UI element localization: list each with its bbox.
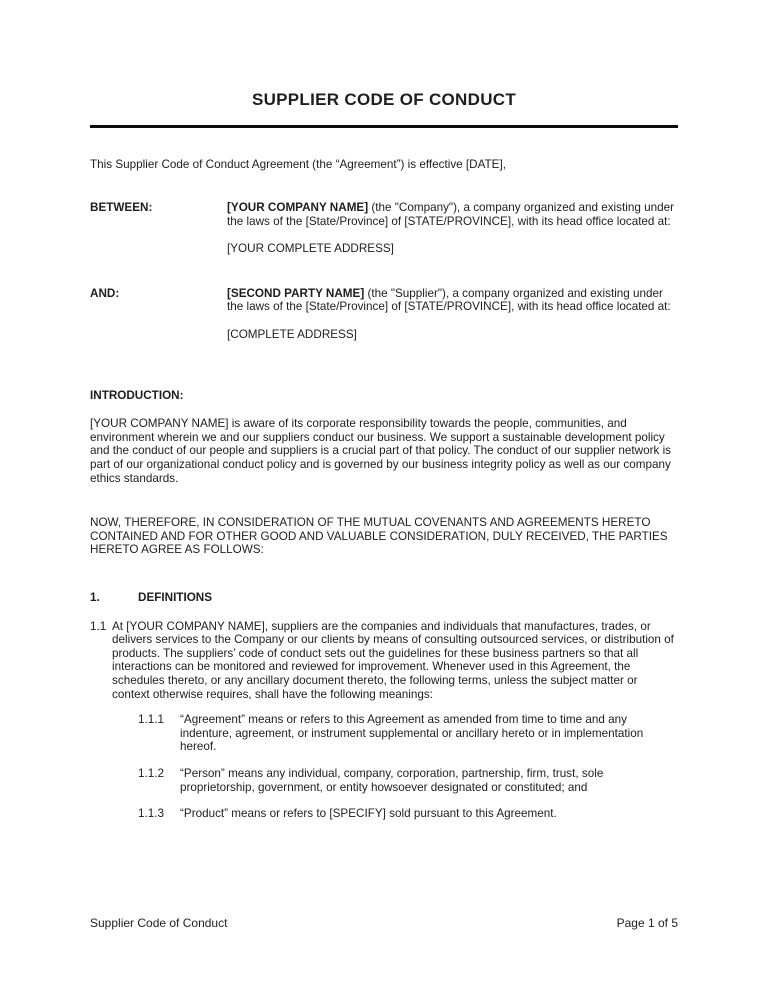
section-title: DEFINITIONS — [138, 591, 213, 604]
section-number: 1. — [90, 591, 100, 604]
subclause-row — [138, 767, 678, 794]
subclause-number: 1.1.1 — [138, 713, 164, 727]
party-name: [SECOND PARTY NAME] — [227, 286, 365, 300]
subclause-text: “Agreement” means or refers to this Agreement as amended from time to time and any indenture, agreement, or instrument supplemental or ancillary hereto or in implementation hereof. — [180, 713, 644, 754]
subclause-text: “Product” means or refers to [SPECIFY] sold pursuant to this Agreement. — [180, 807, 557, 821]
subclause-number: 1.1.3 — [138, 807, 164, 821]
subclause-row — [138, 713, 678, 754]
effective-date-line: This Supplier Code of Conduct Agreement (the “Agreement”) is effective [DATE], — [90, 157, 506, 171]
party-address: [COMPLETE ADDRESS] — [227, 328, 357, 342]
subclause-row — [138, 807, 678, 821]
party-body — [227, 201, 678, 256]
party-body — [227, 287, 678, 342]
clause-number: 1.1 — [90, 619, 107, 633]
clause-1-1 — [90, 620, 678, 702]
party-description — [227, 287, 678, 314]
introduction-paragraph: [YOUR COMPANY NAME] is aware of its corporate responsibility towards the people, communities, and environment wherein we and our suppliers conduct our business. We support a sustainable development policy and the conduct of our people and suppliers is a crucial part of that policy. The conduct of our supplier network is part of our organizational conduct policy and is governed by our business integrity policy as well as our company ethics standards. — [90, 417, 672, 485]
party-name: [YOUR COMPANY NAME] — [227, 201, 369, 215]
party-description — [227, 201, 678, 228]
subclause-text: “Person” means any individual, company, corporation, partnership, firm, trust, sole proprietorship, government, or entity howsoever designated or constituted; and — [180, 766, 604, 794]
footer-page-number: Page 1 of 5 — [616, 916, 678, 930]
party-label: AND: — [90, 286, 120, 300]
section-1-heading — [90, 591, 678, 605]
clause-text: At [YOUR COMPANY NAME], suppliers are the companies and individuals that manufactures, trades, or delivers services to the Company or our clients by means of consulting outsourced services, or distribution of products. The suppliers’ code of conduct sets out the guidelines for these business partners so that all interactions can be monitored and reviewed for improvement. Whenever used in this Agreement, the schedules thereto, or any ancillary document thereto, the following terms, unless the subject matter or context otherwise requires, shall have the following meanings: — [112, 619, 674, 701]
page-title: SUPPLIER CODE OF CONDUCT — [251, 90, 517, 109]
party-description-text: (the "Company"), a company organized and existing under the laws of the [State/Province] of [STATE/PROVINCE], with its head office located at: — [227, 201, 674, 228]
page-footer — [90, 917, 678, 931]
party-label: BETWEEN: — [90, 201, 153, 215]
title-rule — [90, 125, 678, 128]
subclause-list — [138, 713, 678, 821]
introduction-heading: INTRODUCTION: — [90, 388, 184, 402]
now-therefore-paragraph: NOW, THEREFORE, IN CONSIDERATION OF THE MUTUAL COVENANTS AND AGREEMENTS HERETO CONTAINED AND FOR OTHER GOOD AND VALUABLE CONSIDERATION, DULY RECEIVED, THE PARTIES HERETO AGREE AS FOLLOWS: — [90, 516, 668, 557]
party-block-and — [90, 287, 678, 342]
party-address: [YOUR COMPLETE ADDRESS] — [227, 242, 394, 256]
footer-document-title: Supplier Code of Conduct — [90, 916, 228, 930]
subclause-number: 1.1.2 — [138, 766, 164, 780]
party-block-between — [90, 201, 678, 256]
party-description-text: (the "Supplier"), a company organized and existing under the laws of the [State/Province] of [STATE/PROVINCE], with its head office located at: — [227, 286, 671, 314]
